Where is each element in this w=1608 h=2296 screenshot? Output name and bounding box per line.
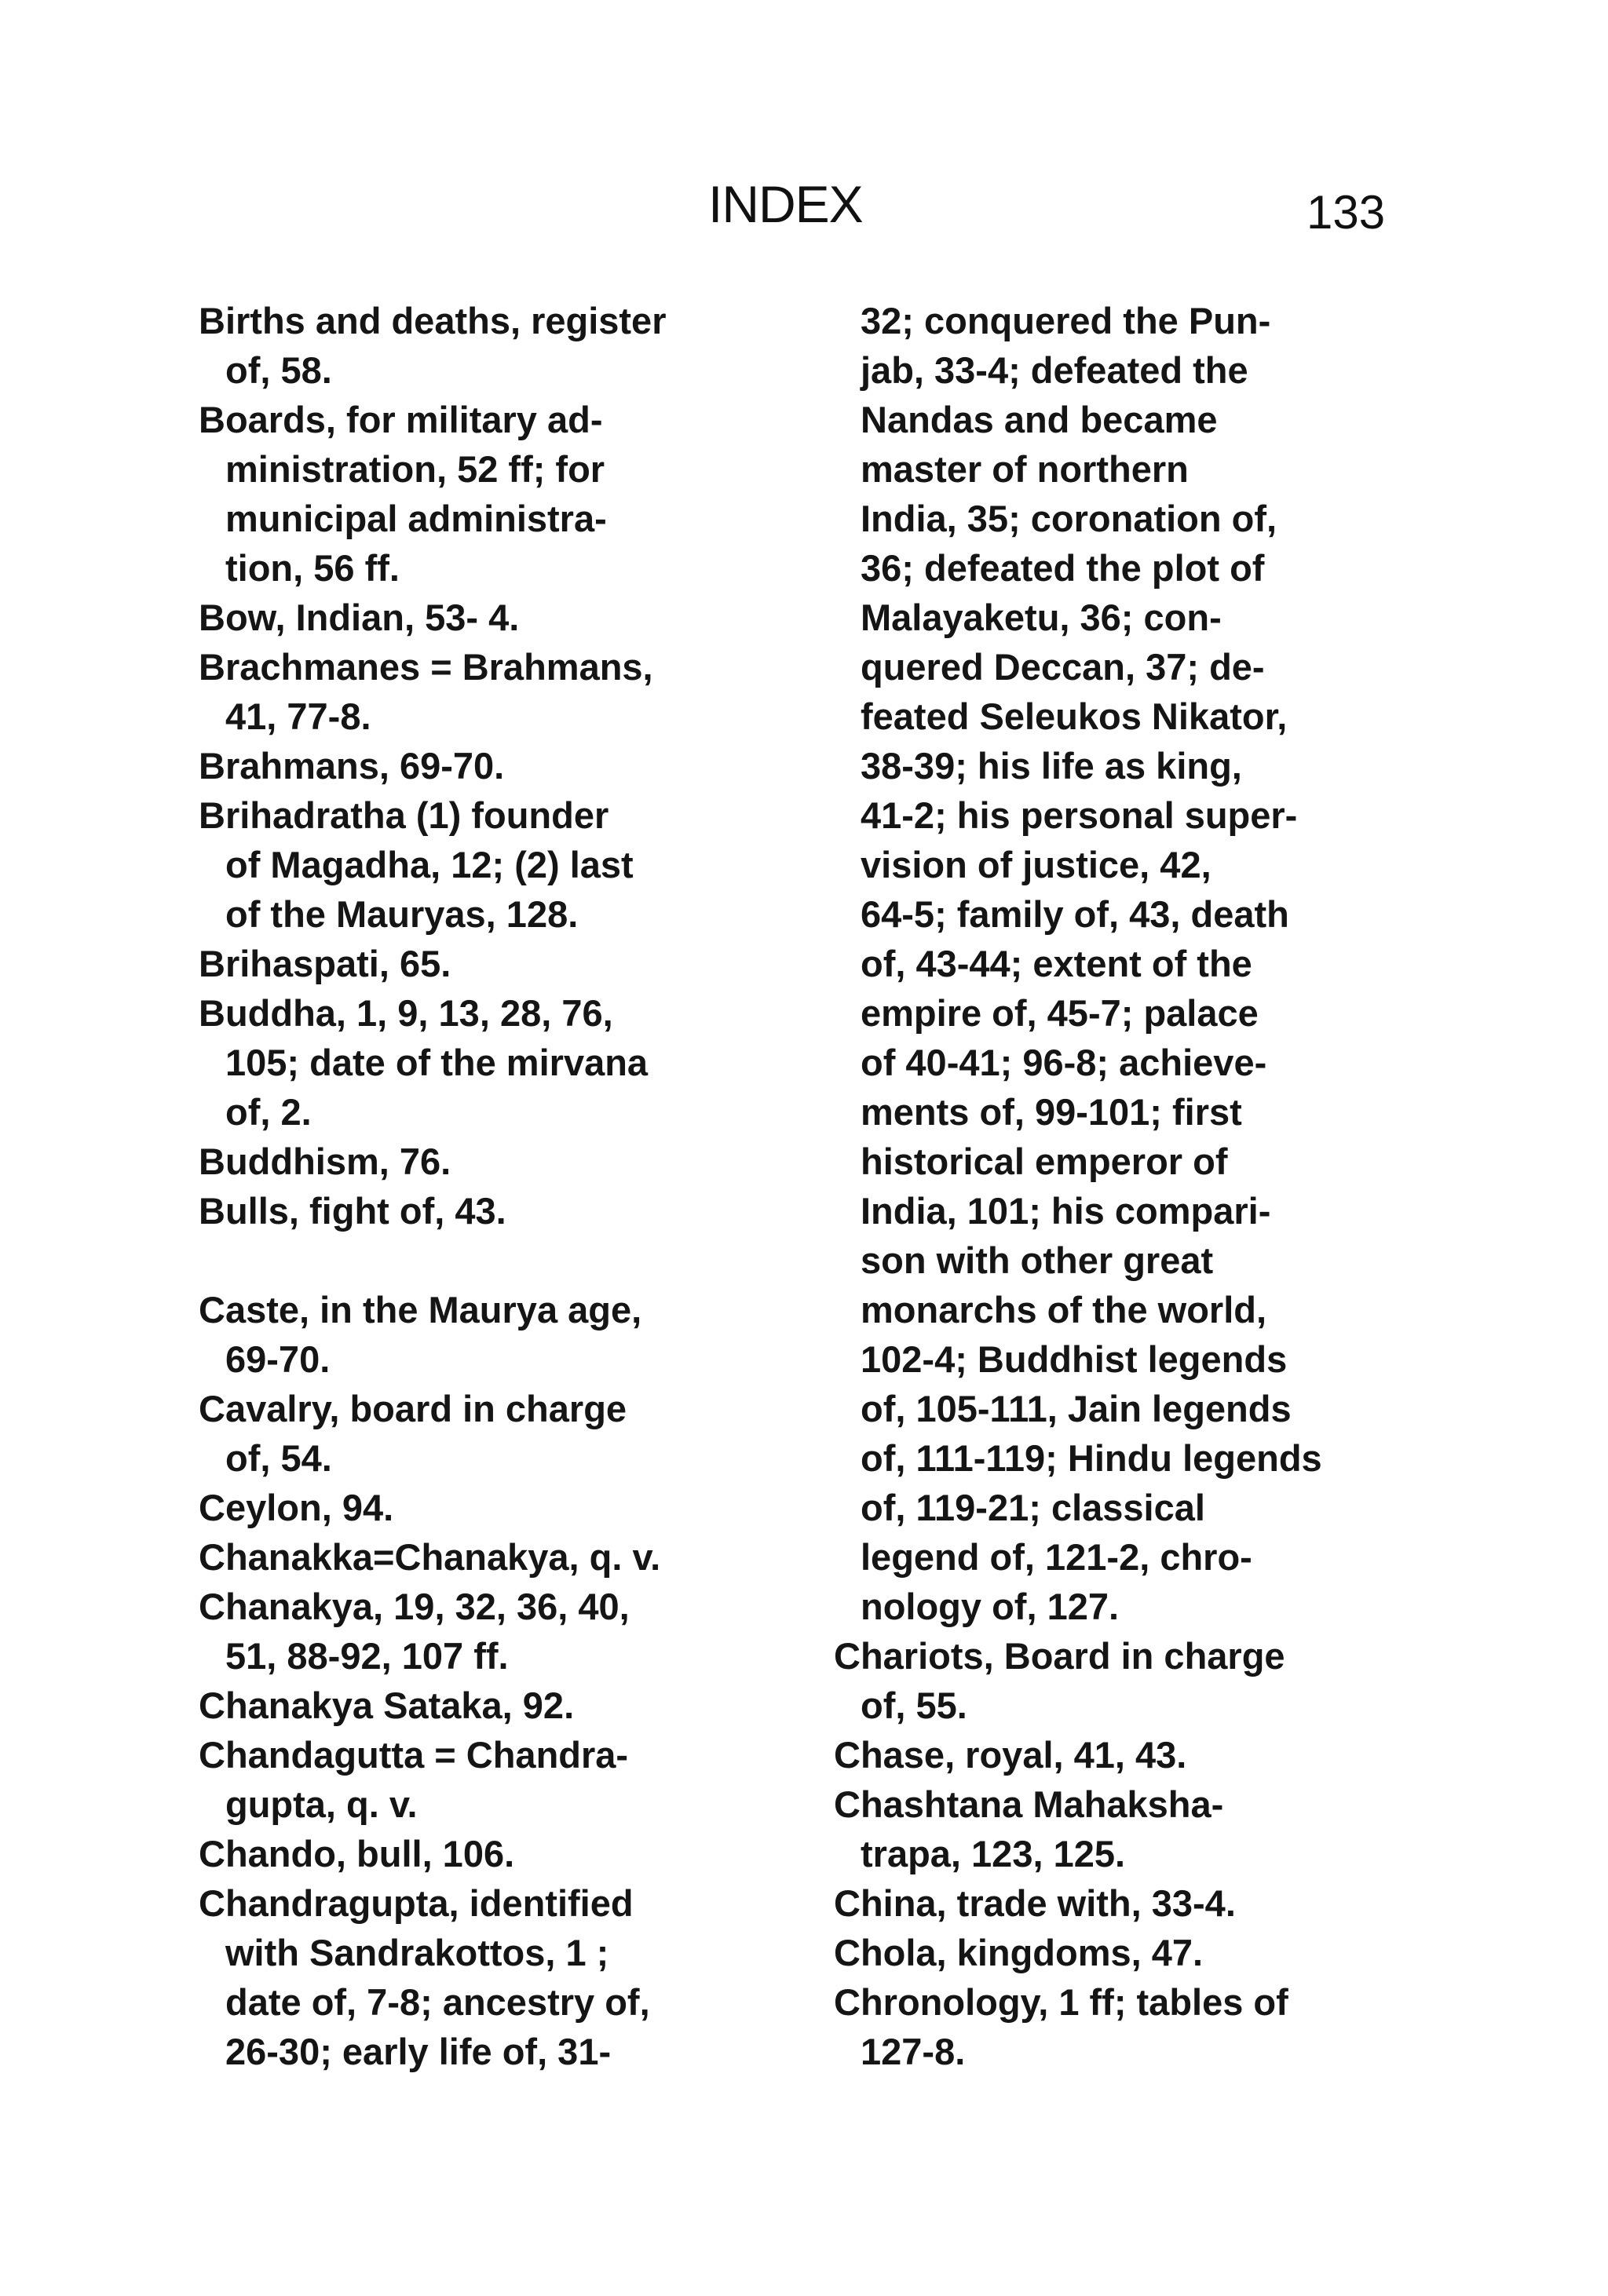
index-entry: Births and deaths, register of, 58. bbox=[199, 300, 667, 391]
index-entry: Brihadratha (1) founder of Magadha, 12; (2) last of the Mauryas, 128. bbox=[199, 794, 634, 935]
index-entry: Chronology, 1 ff; tables of 127-8. bbox=[834, 1981, 1288, 2072]
index-entry: Buddha, 1, 9, 13, 28, 76, 105; date of the mirvana of, 2. bbox=[199, 992, 649, 1133]
section-gap bbox=[199, 1236, 780, 1285]
index-entry: Bulls, fight of, 43. bbox=[199, 1190, 506, 1232]
page-number: 133 bbox=[1306, 186, 1386, 239]
index-entry: Chandragupta, identified with Sandrakottos, 1 ; date of, 7-8; ancestry of, 26-30; early life of, 31- bbox=[199, 1882, 650, 2072]
index-entry: Ceylon, 94. bbox=[199, 1487, 394, 1528]
index-entry: Chariots, Board in charge of, 55. bbox=[834, 1635, 1285, 1726]
index-entry: Chando, bull, 106. bbox=[199, 1833, 515, 1874]
index-entry: Chanakya Sataka, 92. bbox=[199, 1685, 575, 1726]
index-entry: Chanakka=Chanakya, q. v. bbox=[199, 1536, 661, 1578]
index-entry: Chandagutta = Chandra- gupta, q. v. bbox=[199, 1734, 629, 1825]
index-entry: Brihaspati, 65. bbox=[199, 943, 451, 984]
index-entry-continuation: 32; conquered the Pun- jab, 33-4; defeated the Nandas and became master of northern India, 35; coronation of, 36; defeated the plot of Malayaketu, 36; con- quered Deccan, 37; de- feated Seleukos Nikator, 38-39; his life as king, 41-2; his personal super- vision of justice, 42, 64-5; family of, 43, death of, 43-44; extent of the empire of, 45-7; palace of 40-41; 96-8; achieve- ments of, 99-101; first historical emperor of India, 101; his compari- son with other great monarchs of the world, 102-4; Buddhist legends of, 105-111, Jain legends of, 111-119; Hindu legends of, 119-21; classical legend of, 121-2, chro- nology of, 127. bbox=[861, 300, 1322, 1627]
index-column-right bbox=[834, 296, 1415, 2076]
page-header bbox=[0, 174, 1608, 245]
index-entry: Boards, for military ad- ministration, 52 ff; for municipal administra- tion, 56 ff. bbox=[199, 399, 607, 589]
index-entry: Bow, Indian, 53- 4. bbox=[199, 597, 520, 638]
index-entry: China, trade with, 33-4. bbox=[834, 1882, 1236, 1924]
index-entry: Buddhism, 76. bbox=[199, 1141, 451, 1182]
index-column-left bbox=[199, 296, 780, 2076]
index-entry: Caste, in the Maurya age, 69-70. bbox=[199, 1289, 642, 1380]
page-title: INDEX bbox=[708, 175, 863, 233]
index-entry: Chanakya, 19, 32, 36, 40, 51, 88-92, 107 ff. bbox=[199, 1586, 630, 1677]
index-entry: Chase, royal, 41, 43. bbox=[834, 1734, 1187, 1776]
index-entry: Brachmanes = Brahmans, 41, 77-8. bbox=[199, 646, 653, 737]
index-entry: Chola, kingdoms, 47. bbox=[834, 1932, 1204, 1973]
index-entry: Chashtana Mahaksha- trapa, 123, 125. bbox=[834, 1783, 1224, 1874]
index-entry: Cavalry, board in charge of, 54. bbox=[199, 1388, 627, 1479]
index-entry: Brahmans, 69-70. bbox=[199, 745, 505, 787]
